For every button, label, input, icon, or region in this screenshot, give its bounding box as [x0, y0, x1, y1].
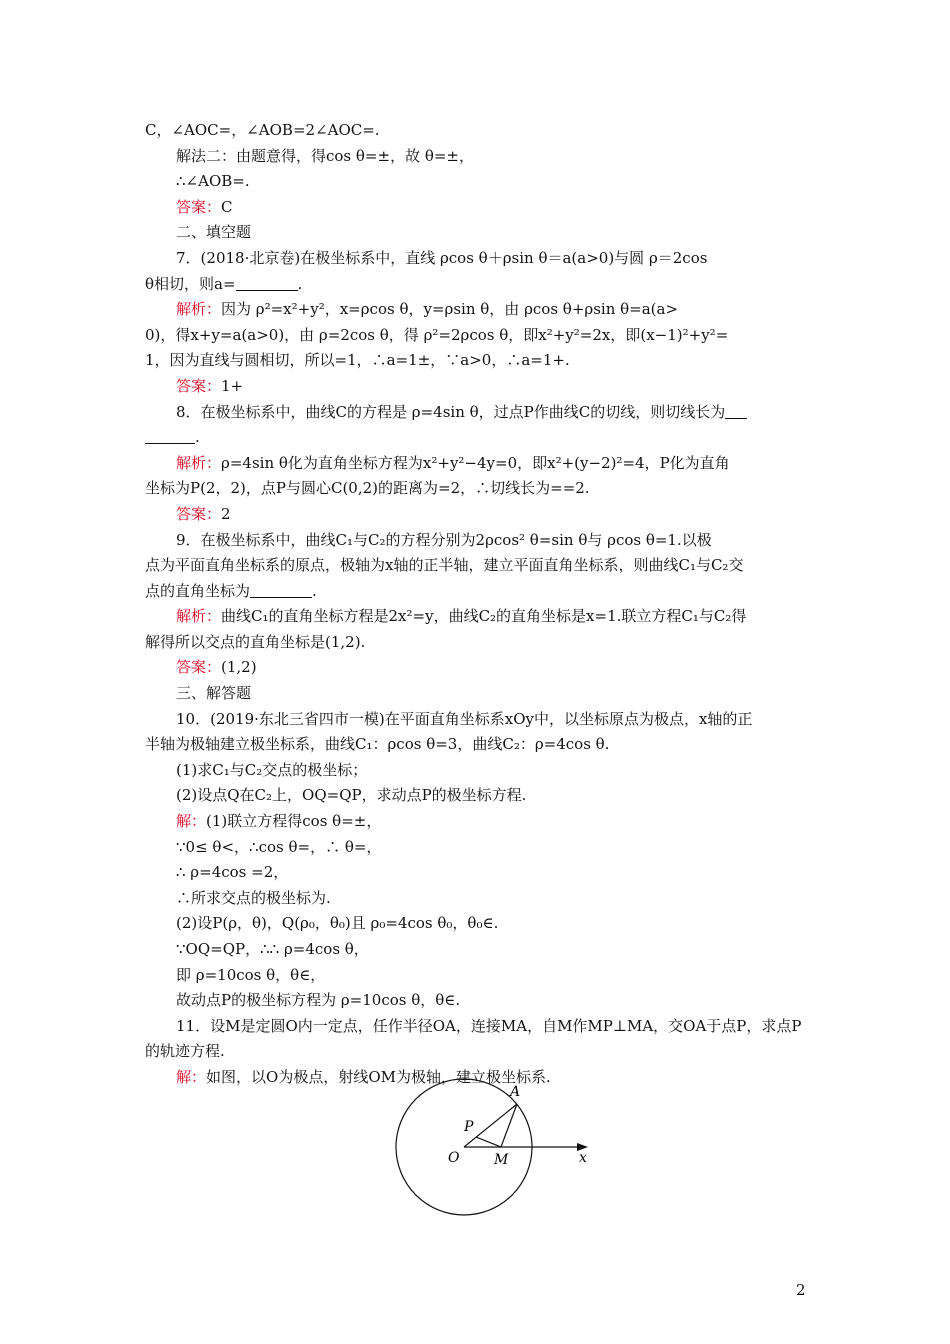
line-text: 0)，得x+y=a(a>0)，由 ρ=2cos θ，得 ρ²=2ρcos θ，即x²+y²=2x，即(x−1)²+y²=	[145, 325, 729, 344]
line-text: 二、填空题	[176, 223, 252, 242]
text-line	[145, 144, 810, 170]
line-text: 解得所以交点的直角坐标是(1,2).	[145, 632, 366, 651]
text-line	[145, 1014, 810, 1040]
line-text: 1，因为直线与圆相切，所以=1，∴a=1±，∵a>0，∴a=1+.	[145, 351, 570, 370]
answer-label: 答案：	[176, 376, 222, 395]
fill-blank	[145, 427, 195, 444]
answer-label: 解：	[176, 812, 207, 831]
label-a: A	[510, 1084, 521, 1100]
text-line	[145, 246, 810, 272]
text-line	[145, 707, 810, 733]
line-text: (2)设点Q在C₂上，OQ=QP，求动点P的极坐标方程.	[176, 786, 527, 805]
text-line	[145, 963, 810, 989]
line-text: 因为 ρ²=x²+y²，x=ρcos θ，y=ρsin θ，由 ρcos θ+ρsin θ=a(a>	[221, 300, 679, 319]
fill-blank	[725, 402, 747, 419]
line-text: C，∠AOC=，∠AOB=2∠AOC=.	[145, 121, 380, 139]
text-line	[145, 835, 810, 861]
text-line	[145, 886, 810, 912]
answer-label: 解析：	[176, 607, 222, 626]
text-line	[145, 451, 810, 477]
text-line	[145, 783, 810, 809]
answer-label: 答案：	[176, 197, 222, 216]
line-text: ρ=4sin θ化为直角坐标方程为x²+y²−4y=0，即x²+(y−2)²=4，P化为直角	[221, 453, 730, 472]
line-text: (1)联立方程得cos θ=±，	[206, 812, 382, 831]
text-line	[145, 169, 810, 195]
text-line	[145, 630, 810, 656]
line-text: 1+	[221, 376, 244, 395]
answer-label: 答案：	[176, 504, 222, 523]
line-text: 如图，以O为极点，射线OM为极轴，建立极坐标系.	[206, 1067, 551, 1086]
line-suffix: .	[195, 428, 200, 447]
line-text: 即 ρ=10cos θ，θ∈，	[176, 965, 326, 984]
line-suffix: .	[297, 274, 303, 293]
text-line	[145, 348, 810, 374]
line-text: ∴ ρ=4cos =2，	[176, 863, 289, 882]
text-line	[145, 476, 810, 502]
line-text: 故动点P的极坐标方程为 ρ=10cos θ，θ∈.	[176, 991, 461, 1010]
label-p: P	[464, 1119, 474, 1135]
segment-mp	[476, 1137, 501, 1147]
text-line	[145, 528, 810, 554]
text-line	[145, 911, 810, 937]
text-line	[145, 374, 810, 400]
line-text: (1)求C₁与C₂交点的极坐标；	[176, 760, 368, 779]
line-text: 三、解答题	[176, 684, 252, 703]
text-line	[145, 297, 810, 323]
document-body	[145, 118, 810, 1091]
line-text: 坐标为P(2，2)，点P与圆心C(0,2)的距离为=2，∴切线长为==2.	[145, 479, 590, 498]
line-suffix: .	[312, 581, 317, 600]
text-line	[145, 732, 810, 758]
text-line	[145, 937, 810, 963]
line-text: (2)设P(ρ，θ)，Q(ρ₀，θ₀)且 ρ₀=4cos θ₀，θ₀∈.	[176, 914, 499, 933]
line-text: ∴∠AOB=.	[176, 172, 250, 191]
fill-blank	[250, 581, 312, 598]
text-line	[145, 400, 810, 426]
line-text: 点为平面直角坐标系的原点，极轴为x轴的正半轴，建立平面直角坐标系，则曲线C₁与C₂交	[145, 556, 744, 575]
text-line	[145, 1039, 810, 1065]
label-o: O	[448, 1150, 460, 1166]
fill-blank	[236, 274, 298, 291]
answer-label: 答案：	[176, 658, 222, 677]
text-line	[145, 758, 810, 784]
text-line	[145, 425, 810, 451]
line-text: ∴所求交点的极坐标为.	[176, 888, 331, 907]
line-text: 点的直角坐标为	[145, 581, 251, 600]
line-text: 半轴为极轴建立极坐标系，曲线C₁：ρcos θ=3，曲线C₂：ρ=4cos θ.	[145, 735, 610, 754]
line-text: θ相切，则a=	[145, 274, 236, 293]
text-line	[145, 579, 810, 605]
answer-label: 解：	[176, 1067, 207, 1086]
text-line	[145, 118, 810, 144]
text-line	[145, 195, 810, 221]
label-x: x	[579, 1150, 587, 1166]
line-text: 10．(2019·东北三省四市一模)在平面直角坐标系xOy中，以坐标原点为极点，x轴的正	[176, 709, 753, 728]
line-text: ∵0≤ θ<，∴cos θ=，∴ θ=，	[176, 837, 382, 856]
line-text: (1,2)	[221, 658, 257, 677]
text-line	[145, 553, 810, 579]
line-text: 8．在极坐标系中，曲线C的方程是 ρ=4sin θ，过点P作曲线C的切线，则切线长为	[176, 402, 726, 421]
line-text: ∵OQ=QP，∴∴ ρ=4cos θ，	[176, 940, 369, 958]
text-line	[145, 809, 810, 835]
text-line	[145, 860, 810, 886]
line-text: 曲线C₁的直角坐标方程是2x²=y，曲线C₂的直角坐标是x=1.联立方程C₁与C₂得	[221, 607, 747, 626]
text-line	[145, 655, 810, 681]
line-text: 2	[221, 504, 231, 523]
text-line	[145, 220, 810, 246]
text-line	[145, 988, 810, 1014]
line-text: 9．在极坐标系中，曲线C₁与C₂的方程分别为2ρcos² θ=sin θ与 ρcos θ=1.以极	[176, 530, 712, 549]
page-number: 2	[796, 1281, 806, 1299]
line-text: 的轨迹方程.	[145, 1042, 225, 1061]
line-text: 解法二：由题意得，得cos θ=±，故 θ=±，	[176, 146, 475, 165]
text-line	[145, 323, 810, 349]
line-text: C	[221, 197, 233, 216]
answer-label: 解析：	[176, 300, 222, 319]
text-line	[145, 604, 810, 630]
polar-coordinate-figure	[388, 1078, 608, 1218]
line-text: 11．设M是定圆O内一定点，任作半径OA，连接MA，自M作MP⊥MA，交OA于点P，求点P	[176, 1016, 802, 1035]
text-line	[145, 502, 810, 528]
text-line	[145, 272, 810, 298]
answer-label: 解析：	[176, 453, 222, 472]
text-line	[145, 681, 810, 707]
label-m: M	[494, 1152, 509, 1168]
line-text: 7．(2018·北京卷)在极坐标系中，直线 ρcos θ＋ρsin θ＝a(a>0)与圆 ρ＝2cos	[176, 248, 708, 267]
